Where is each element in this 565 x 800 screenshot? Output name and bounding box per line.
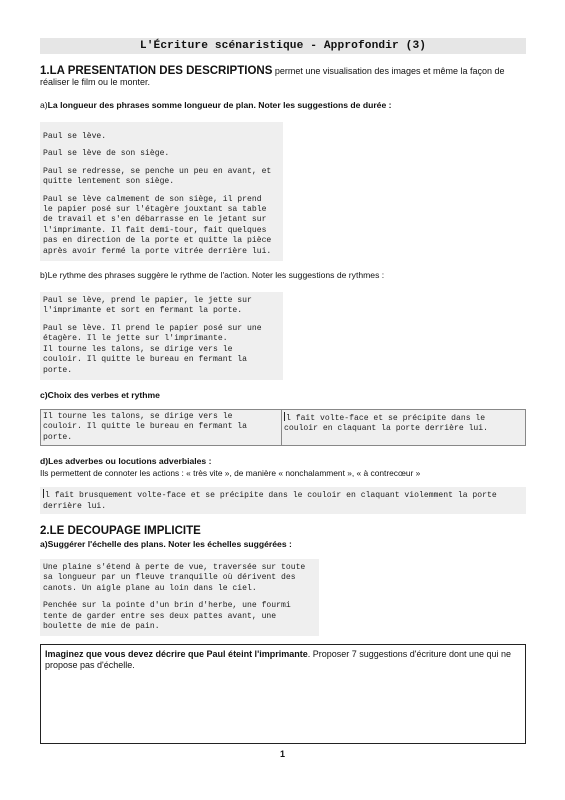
subsection-d-text: Ils permettent de connoter les actions : « très vite », de manière « nonchalamment », « à contrecœur » [40, 468, 421, 479]
example-paragraph: Paul se lève, prend le papier, le jette sur l'imprimante et sort en fermant la porte. [43, 296, 252, 316]
document-page [40, 38, 526, 744]
section-1-text: permet une visualisation des images et même la façon de réaliser le film ou le monter. [40, 66, 505, 87]
section-1-intro [40, 66, 526, 88]
example-paragraph: Paul se lève calmement de son siège, il prend le papier posé sur l'étagère jouxtant sa table de travail et s'en débarrasse en le jetant sur l'imprimante. Il fait demi-tour, fait quelques pas en direction de la porte et quitte la pièce après avoir fermé la porte vitrée derrière lui. [43, 194, 272, 256]
subsection-b-label: b) [40, 270, 48, 281]
example-box-adverbs [40, 487, 526, 514]
text-cursor [284, 412, 285, 421]
example-paragraph: Paul se lève de son siège. [43, 149, 170, 159]
example-paragraph: Penchée sur la pointe d'un brin d'herbe, une fourmi tente de garder entre ses deux pattes avant, une boulette de mie de pain. [43, 601, 291, 631]
section-2-subheading [40, 539, 526, 550]
example-box-length [40, 122, 283, 261]
section-2-sub-title: Suggérer l'échelle des plans. Noter les échelles suggérées : [47, 538, 292, 549]
subsection-b-title: Le rythme des phrases suggère le rythme de l'action. Noter les suggestions de rythmes : [47, 270, 385, 281]
exercise-prompt-bold: Imaginez que vous devez décrire que Paul éteint l'imprimante [45, 649, 308, 660]
subsection-c-heading [40, 390, 526, 401]
subsection-d-heading [40, 456, 526, 467]
example-paragraph: Paul se redresse, se penche un peu en avant, et quitte lentement son siège. [43, 166, 272, 187]
section-1-heading: 1.LA PRESENTATION DES DESCRIPTIONS [40, 65, 273, 77]
comparison-text-left: Il tourne les talons, se dirige vers le couloir. Il quitte le bureau en fermant la porte. [43, 411, 247, 442]
page-title: L'Écriture scénaristique - Approfondir (3) [40, 38, 526, 54]
example-box-scale [40, 559, 319, 636]
section-2-heading: 2.LE DECOUPAGE IMPLICITE [40, 524, 201, 537]
adverb-example-text: l fait brusquement volte-face et se précipite dans le couloir en claquant violemment la porte derrière lui. [43, 491, 497, 511]
text-cursor [43, 489, 44, 498]
subsection-d-title: d)Les adverbes ou locutions adverbiales : [40, 456, 212, 467]
comparison-cell-right [281, 409, 526, 446]
exercise-prompt-rest: . Proposer 7 suggestions d'écriture dont une qui ne propose pas d'échelle. [45, 649, 512, 671]
subsection-a-heading [40, 100, 526, 111]
example-box-rhythm [40, 292, 283, 380]
exercise-box [40, 644, 526, 744]
page-number: 1 [279, 749, 285, 759]
example-paragraph: Paul se lève. Il prend le papier posé sur une étagère. Il le jette sur l'imprimante. Il tourne les talons, se dirige vers le couloir. Il quitte le bureau en fermant la porte. [43, 323, 262, 375]
comparison-text-right: l fait volte-face et se précipite dans le couloir en claquant la porte derrière lui. [284, 413, 488, 434]
subsection-b-heading [40, 270, 526, 281]
subsection-a-title: La longueur des phrases somme longueur de plan. Noter les suggestions de durée : [47, 100, 392, 110]
comparison-cell-left [40, 409, 281, 446]
comparison-table [40, 409, 526, 446]
example-paragraph: Une plaine s'étend à perte de vue, traversée sur toute sa longueur par un fleuve tranquille où dérivent des canots. Un aigle plane au loin dans le ciel. [43, 562, 306, 593]
subsection-c-title: c)Choix des verbes et rythme [40, 389, 160, 400]
section-2-sub-label: a) [40, 538, 48, 549]
example-paragraph: Paul se lève. [43, 132, 107, 141]
subsection-a-label: a) [40, 100, 48, 110]
